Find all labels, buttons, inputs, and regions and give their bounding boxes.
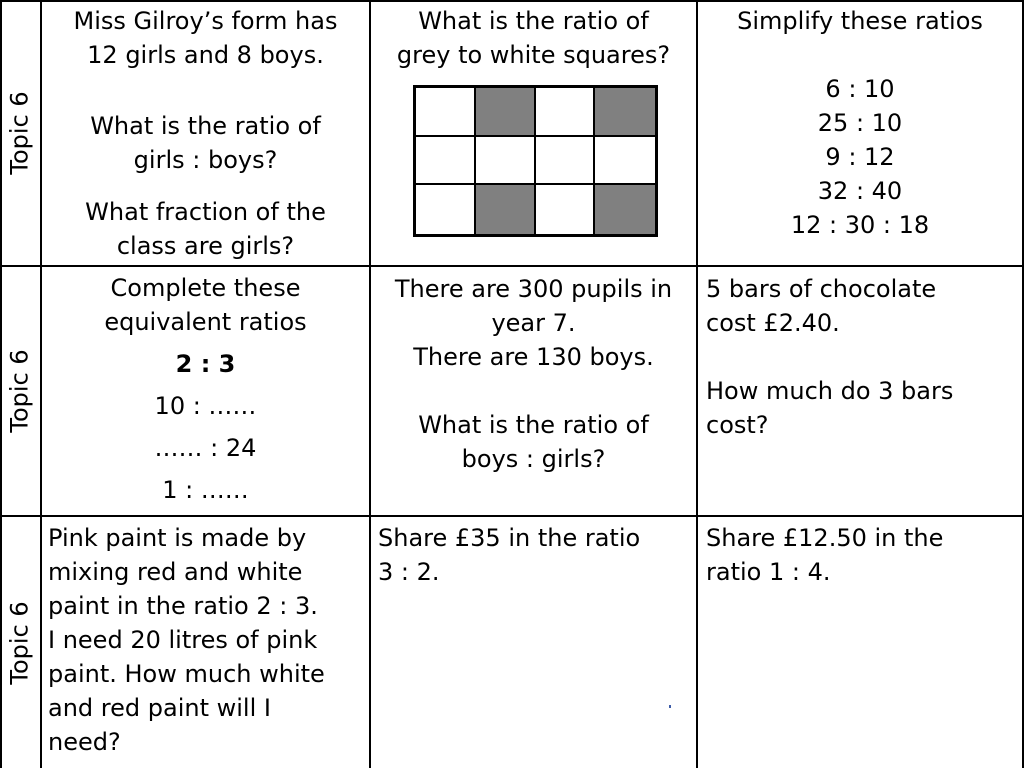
grey-square — [595, 88, 655, 137]
question-line: 12 girls and 8 boys. — [87, 41, 324, 69]
question-line: There are 130 boys. — [413, 343, 654, 371]
ratio-item: 6 : 10 — [825, 75, 895, 103]
grid-line-top — [0, 0, 1024, 2]
question-line: equivalent ratios — [104, 308, 307, 336]
question-line: Complete these — [110, 274, 301, 302]
question-line: Share £35 in the ratio — [378, 524, 641, 552]
question-share-12-50 — [706, 521, 1022, 589]
white-square — [416, 137, 476, 186]
equivalent-item: …… : 24 — [154, 434, 257, 462]
white-square — [536, 137, 596, 186]
question-line: need? — [48, 728, 121, 756]
question-line: Pink paint is made by — [48, 524, 307, 552]
topic-label-text: Topic 6 — [6, 349, 35, 433]
topic-label-text: Topic 6 — [6, 90, 35, 175]
spacer — [371, 374, 696, 408]
question-share-35 — [378, 521, 696, 589]
question-line: ratio 1 : 4. — [706, 558, 831, 586]
stray-dot — [669, 705, 671, 708]
question-form-ratio — [42, 4, 369, 263]
question-grey-white — [371, 4, 696, 72]
question-line: 3 : 2. — [378, 558, 440, 586]
grid-line-row3 — [0, 515, 1024, 517]
question-equivalent — [42, 271, 369, 507]
question-line: There are 300 pupils in — [394, 275, 673, 303]
question-chocolate — [706, 272, 1022, 442]
squares-grid — [413, 85, 658, 237]
spacer — [706, 340, 1022, 374]
question-pink-paint — [48, 521, 369, 759]
topic-label-row1 — [0, 0, 40, 265]
spacer — [42, 72, 369, 109]
question-line: and red paint will I — [48, 694, 271, 722]
ratio-item: 12 : 30 : 18 — [790, 211, 930, 239]
question-line: cost? — [706, 411, 769, 439]
white-square — [476, 137, 536, 186]
question-line: year 7. — [491, 309, 576, 337]
equivalent-item: 10 : …… — [154, 392, 257, 420]
ratio-item: 25 : 10 — [817, 109, 903, 137]
question-line: grey to white squares? — [396, 41, 671, 69]
white-square — [536, 88, 596, 137]
question-line: 5 bars of chocolate — [706, 275, 937, 303]
topic-label-row3 — [0, 517, 40, 768]
ratio-item: 32 : 40 — [817, 177, 903, 205]
white-square — [416, 185, 476, 234]
question-line: How much do 3 bars — [706, 377, 954, 405]
question-line: What is the ratio of — [418, 411, 649, 439]
spacer — [42, 177, 369, 195]
white-square — [416, 88, 476, 137]
question-simplify — [698, 4, 1022, 242]
white-square — [595, 137, 655, 186]
grey-square — [595, 185, 655, 234]
question-title: Simplify these ratios — [737, 7, 983, 35]
question-line: boys : girls? — [461, 445, 606, 473]
topic-label-row2 — [0, 267, 40, 515]
spacer — [698, 38, 1022, 72]
question-line: What is the ratio of — [418, 7, 649, 35]
question-line: Share £12.50 in the — [706, 524, 944, 552]
question-line: paint. How much white — [48, 660, 325, 688]
question-line: mixing red and white — [48, 558, 303, 586]
equivalent-item: 1 : …… — [162, 476, 249, 504]
question-line: What is the ratio of — [90, 112, 321, 140]
question-line: Miss Gilroy’s form has — [73, 7, 338, 35]
ratio-item: 9 : 12 — [825, 143, 895, 171]
topic-label-text: Topic 6 — [6, 600, 35, 685]
white-square — [536, 185, 596, 234]
question-line: girls : boys? — [133, 146, 278, 174]
grey-square — [476, 185, 536, 234]
question-line: class are girls? — [116, 232, 295, 260]
grey-square — [476, 88, 536, 137]
question-line: paint in the ratio 2 : 3. — [48, 592, 318, 620]
grid-line-row2 — [0, 265, 1024, 267]
question-line: What fraction of the — [85, 198, 326, 226]
question-line: cost £2.40. — [706, 309, 840, 337]
question-line: I need 20 litres of pink — [48, 626, 318, 654]
question-pupils — [371, 272, 696, 476]
base-ratio: 2 : 3 — [175, 350, 236, 378]
